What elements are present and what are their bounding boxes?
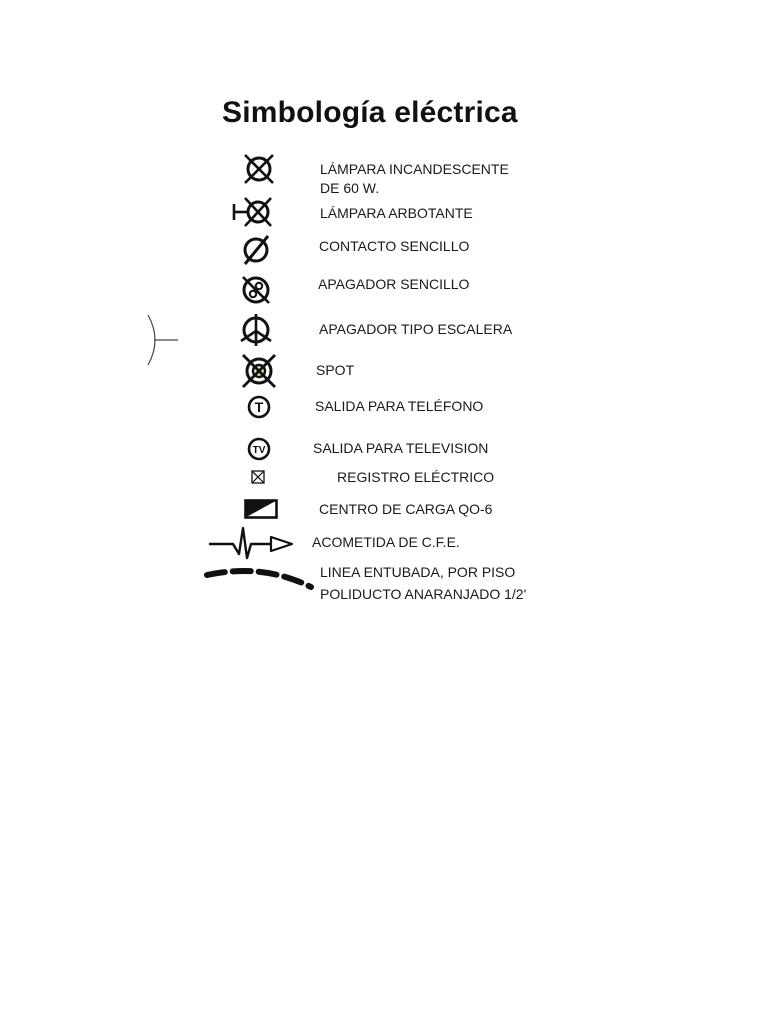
tv-outlet-glyph: TV bbox=[252, 445, 266, 456]
floor-conduit-line-icon bbox=[203, 563, 315, 593]
service-entrance-icon bbox=[207, 524, 295, 564]
legend-label-service-entrance: ACOMETIDA DE C.F.E. bbox=[312, 534, 460, 550]
simple-switch-icon bbox=[238, 272, 274, 308]
legend-label-electrical-box: REGISTRO ELÉCTRICO bbox=[337, 469, 495, 485]
load-center-icon bbox=[244, 499, 278, 519]
margin-arc-mark bbox=[140, 312, 184, 368]
electrical-box-icon bbox=[251, 470, 265, 484]
legend-label-stair-switch: APAGADOR TIPO ESCALERA bbox=[319, 321, 513, 337]
stair-switch-icon bbox=[237, 311, 275, 349]
simple-outlet-icon bbox=[239, 233, 273, 267]
wall-lamp-icon bbox=[230, 194, 278, 230]
legend-label-spot: SPOT bbox=[316, 362, 355, 378]
legend-label-floor-conduit-line2: POLIDUCTO ANARANJADO 1/2' bbox=[320, 586, 527, 602]
legend-label-floor-conduit: LINEA ENTUBADA, POR PISO bbox=[320, 564, 516, 580]
legend-label-simple-switch: APAGADOR SENCILLO bbox=[318, 276, 470, 292]
legend-label-incandescent-lamp: LÁMPARA INCANDESCENTE bbox=[320, 161, 509, 177]
tv-outlet-icon bbox=[246, 436, 272, 462]
phone-outlet-glyph: T bbox=[254, 399, 264, 415]
incandescent-lamp-icon bbox=[240, 150, 278, 188]
legend-label-incandescent-lamp-line2: DE 60 W. bbox=[320, 180, 380, 196]
spot-light-icon bbox=[239, 351, 279, 391]
phone-outlet-icon bbox=[246, 394, 272, 420]
legend-label-tv-outlet: SALIDA PARA TELEVISION bbox=[313, 440, 489, 456]
legend-label-simple-outlet: CONTACTO SENCILLO bbox=[319, 238, 470, 254]
page-title: Simbología eléctrica bbox=[222, 96, 518, 129]
legend-label-wall-lamp: LÁMPARA ARBOTANTE bbox=[320, 205, 473, 221]
legend-label-load-center: CENTRO DE CARGA QO-6 bbox=[319, 501, 493, 517]
legend-label-phone-outlet: SALIDA PARA TELÉFONO bbox=[315, 398, 484, 414]
